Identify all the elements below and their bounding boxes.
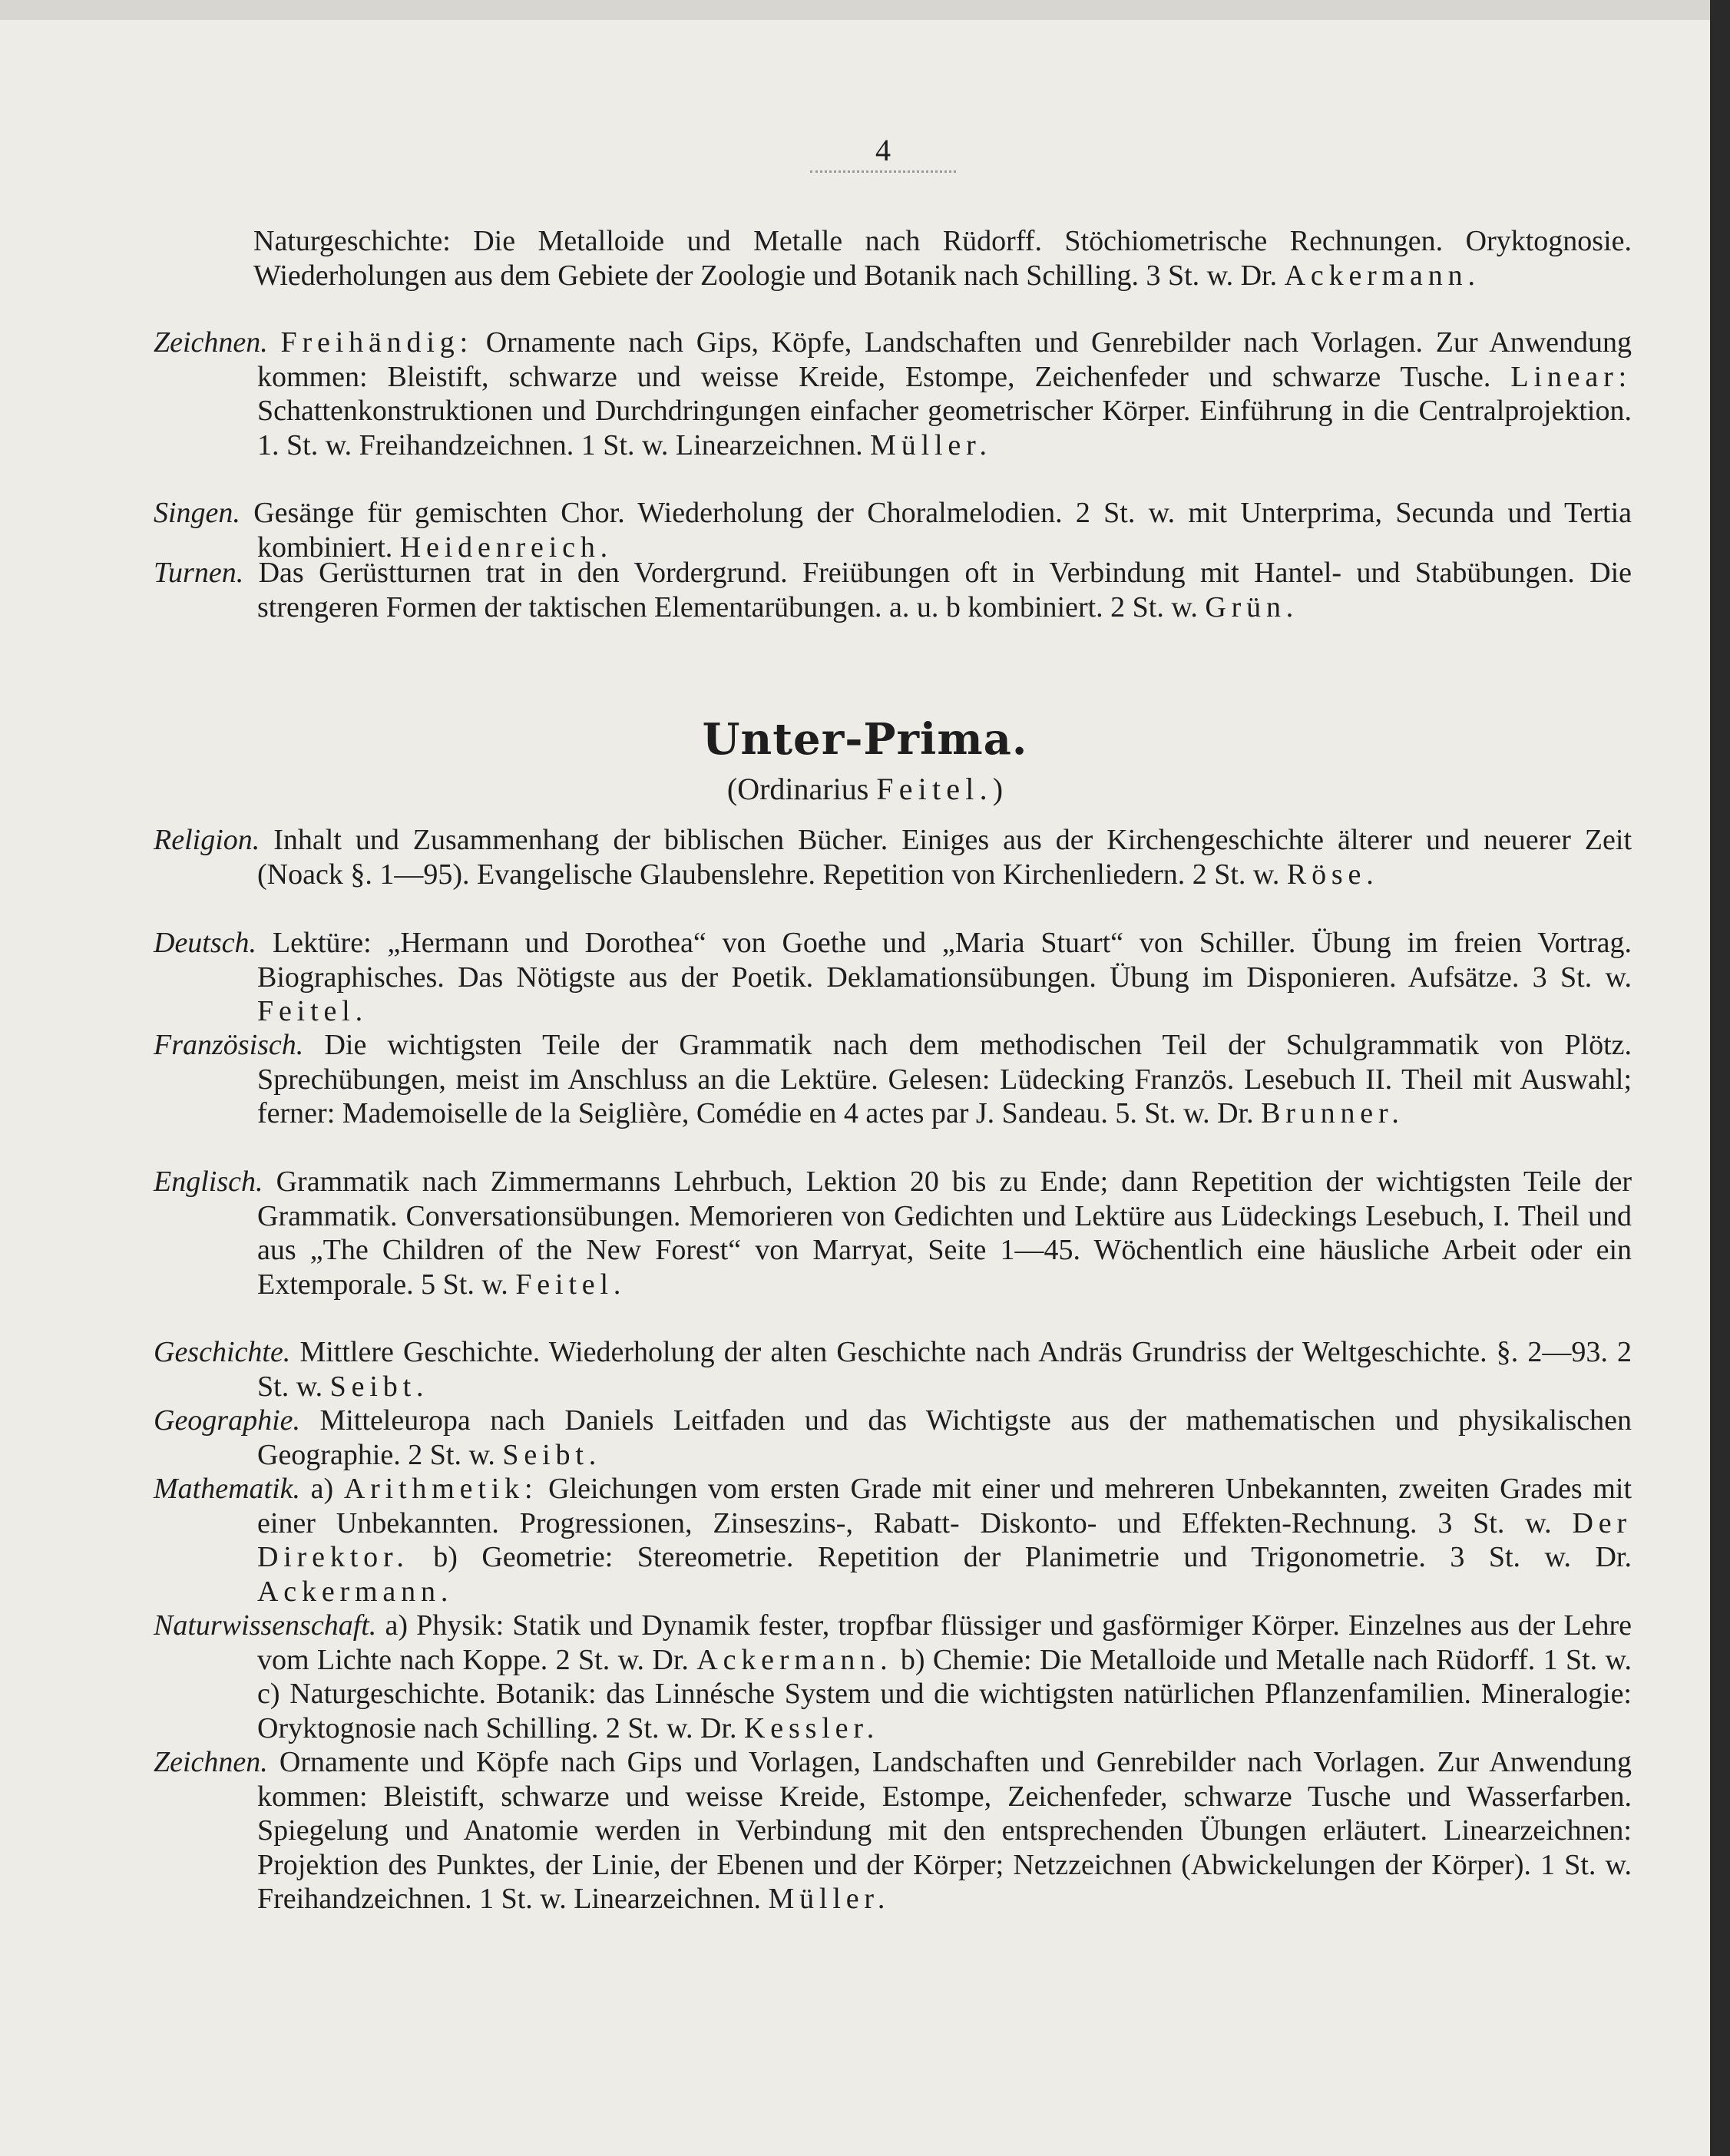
scan-right-edge xyxy=(1710,0,1730,2156)
entry-zeichnen xyxy=(154,1745,1632,1916)
entry-franzoesisch xyxy=(154,1028,1632,1131)
mathematik-label: Mathematik. xyxy=(154,1473,301,1505)
page-number: 4 xyxy=(875,133,891,167)
geographie-label: Geographie. xyxy=(154,1404,301,1437)
mathematik-text-1: Gleichungen vom ersten Grade mit einer und mehreren Unbekannten, zweiten Grades mit einer Unbekannten. Progressionen, Zinseszins-, Rabatt- Diskonto- und Effekten-Rechnung. 3 St. w. xyxy=(257,1473,1632,1539)
geschichte-label: Geschichte. xyxy=(154,1336,291,1368)
page-number-rule xyxy=(810,170,956,173)
intro-singen xyxy=(154,496,1632,564)
geographie-teacher: Seibt. xyxy=(502,1438,602,1471)
turnen-label: Turnen. xyxy=(154,557,244,589)
englisch-label: Englisch. xyxy=(154,1166,263,1198)
mathematik-teacher-1: Der Direktor. xyxy=(257,1506,1632,1573)
religion-label: Religion. xyxy=(154,824,260,856)
singen-teacher: Heidenreich. xyxy=(399,531,614,564)
turnen-teacher: Grün. xyxy=(1205,590,1299,623)
zeichnen-text-1: Ornamente nach Gips, Köpfe, Landschaften und Genrebilder nach Vorlagen. Zur Anwendung kommen: Bleistift, schwarze und weisse Kreide, Estompe, Zeichenfeder und schwarze Tusche. xyxy=(257,326,1632,393)
geographie-text: Mitteleuropa nach Daniels Leitfaden und das Wichtigste aus der mathematischen und physikalischen Geographie. 2 St. w. xyxy=(257,1404,1632,1471)
section-ordinarius xyxy=(0,771,1730,807)
scan-top-edge xyxy=(0,0,1730,20)
natur-text-2: b) Chemie: Die Metalloide und Metalle nach Rüdorff. 1 St. w. c) Naturgeschichte. Botanik: das Linnésche System und die wichtigsten natürlichen Pflanzenfamilien. Mineralogie: Oryktognosie nach Schilling. 2 St. w. Dr. xyxy=(257,1643,1632,1744)
englisch-text: Grammatik nach Zimmermanns Lehrbuch, Lektion 20 bis zu Ende; dann Repetition der wichtigsten Teile der Grammatik. Conversationsübungen. Memorieren von Gedichten und Lektüre aus Lüdeckings Lesebuch, I. Theil und aus „The Children of the New Forest“ von Marryat, Seite 1—45. Wöchentlich eine häusliche Arbeit oder ein Extemporale. 5 St. w. xyxy=(257,1166,1632,1301)
zeichnen2-text: Ornamente und Köpfe nach Gips und Vorlagen, Landschaften und Genrebilder nach Vorlagen. Zur Anwendung kommen: Bleistift, schwarze und weisse Kreide, Estompe, Zeichenfeder, schwarze Tusche und Wasserfarben. Spiegelung und Anatomie werden in Verbindung mit den entsprechenden Übungen erläutert. Linearzeichnen: Projektion des Punktes, der Linie, der Ebenen und der Körper; Netzzeichnen (Abwickelungen der Körper). 1 St. w. Freihandzeichnen. 1 St. w. Linearzeichnen. xyxy=(257,1746,1632,1915)
turnen-text: Das Gerüstturnen trat in den Vordergrund. Freiübungen oft in Verbindung mit Hantel- und Stabübungen. Die strengeren Formen der taktischen Elementarübungen. a. u. b kombiniert. 2 St. w. xyxy=(257,557,1632,623)
section-title: Unter-Prima. xyxy=(702,714,1028,765)
ordinarius-suffix: ) xyxy=(992,772,1004,806)
englisch-teacher: Feitel. xyxy=(515,1268,627,1301)
deutsch-text: Lektüre: „Hermann und Dorothea“ von Goethe und „Maria Stuart“ von Schiller. Übung im freien Vortrag. Biographisches. Das Nötigste aus der Poetik. Deklamationsübungen. Übung im Disponieren. Aufsätze. 3 St. w. xyxy=(257,927,1632,994)
naturgeschichte-teacher: Ackermann. xyxy=(1284,259,1480,292)
entry-geschichte xyxy=(154,1335,1632,1404)
deutsch-teacher: Feitel. xyxy=(257,995,368,1027)
geschichte-text: Mittlere Geschichte. Wiederholung der alten Geschichte nach Andräs Grundriss der Weltgeschichte. §. 2—93. 2 St. w. xyxy=(257,1336,1632,1403)
zeichnen2-teacher: Müller. xyxy=(768,1883,891,1915)
entry-deutsch xyxy=(154,926,1632,1029)
zeichnen-linear: Linear: xyxy=(1510,360,1632,393)
franz-text: Die wichtigsten Teile der Grammatik nach dem methodischen Teil der Schulgrammatik von Plötz. Sprechübungen, meist im Anschluss an die Lektüre. Gelesen: Lüdecking Französ. Lesebuch II. Theil mit Auswahl; ferner: Mademoiselle de la Seiglière, Comédie en 4 actes par J. Sandeau. 5. St. w. Dr. xyxy=(257,1029,1632,1129)
entry-geographie xyxy=(154,1404,1632,1472)
intro-naturgeschichte xyxy=(253,224,1632,293)
singen-text: Gesänge für gemischten Chor. Wiederholung der Choralmelodien. 2 St. w. mit Unterprima, Secunda und Tertia kombiniert. xyxy=(253,497,1632,564)
intro-zeichnen xyxy=(154,326,1632,462)
entry-religion xyxy=(154,823,1632,891)
ordinarius-name: Feitel. xyxy=(876,772,993,806)
franz-teacher: Brunner. xyxy=(1261,1097,1404,1129)
deutsch-label: Deutsch. xyxy=(154,927,257,959)
natur-a: a) Physik: xyxy=(385,1609,504,1642)
naturgeschichte-text: Naturgeschichte: Die Metalloide und Metalle nach Rüdorff. Stöchiometrische Rechnungen. Oryktognosie. Wiederholungen aus dem Gebiete der Zoologie und Botanik nach Schilling. 3 St. w. Dr. xyxy=(253,225,1632,292)
mathematik-arithmetik: Arithmetik: xyxy=(343,1473,538,1505)
entry-mathematik xyxy=(154,1472,1632,1609)
franz-label: Französisch. xyxy=(154,1029,304,1061)
intro-turnen xyxy=(154,556,1632,624)
natur-text-1: Statik und Dynamik fester, tropfbar flüssiger und gasförmiger Körper. Einzelnes aus der Lehre vom Lichte nach Koppe. 2 St. w. Dr. xyxy=(257,1609,1632,1676)
natur-teacher-1: Ackermann. xyxy=(696,1643,893,1676)
zeichnen-text-2: Schattenkonstruktionen und Durchdringungen einfacher geometrischer Körper. Einführung in die Centralprojektion. 1. St. w. Freihandzeichnen. 1 St. w. Linearzeichnen. xyxy=(257,395,1632,461)
religion-text: Inhalt und Zusammenhang der biblischen Bücher. Einiges aus der Kirchengeschichte älterer und neuerer Zeit (Noack §. 1—95). Evangelische Glaubenslehre. Repetition von Kirchenliedern. 2 St. w. xyxy=(257,824,1632,891)
zeichnen-label: Zeichnen. xyxy=(154,326,268,359)
mathematik-text-2: Stereometrie. Repetition der Planimetrie und Trigonometrie. 3 St. w. Dr. xyxy=(637,1541,1632,1573)
ordinarius-prefix: (Ordinarius xyxy=(726,772,869,806)
natur-teacher-2: Kessler. xyxy=(744,1711,880,1744)
singen-label: Singen. xyxy=(154,497,240,529)
entry-englisch xyxy=(154,1165,1632,1301)
geschichte-teacher: Seibt. xyxy=(329,1370,429,1403)
mathematik-teacher-2: Ackermann. xyxy=(257,1575,454,1608)
zeichnen-freihaendig: Freihändig: xyxy=(280,326,473,359)
religion-teacher: Röse. xyxy=(1286,858,1379,891)
mathematik-b: b) Geometrie: xyxy=(433,1541,614,1573)
zeichnen-teacher: Müller. xyxy=(870,428,992,461)
entry-naturwissenschaft xyxy=(154,1609,1632,1745)
mathematik-a: a) xyxy=(310,1473,334,1505)
natur-label: Naturwissenschaft. xyxy=(154,1609,377,1642)
zeichnen2-label: Zeichnen. xyxy=(154,1746,268,1778)
